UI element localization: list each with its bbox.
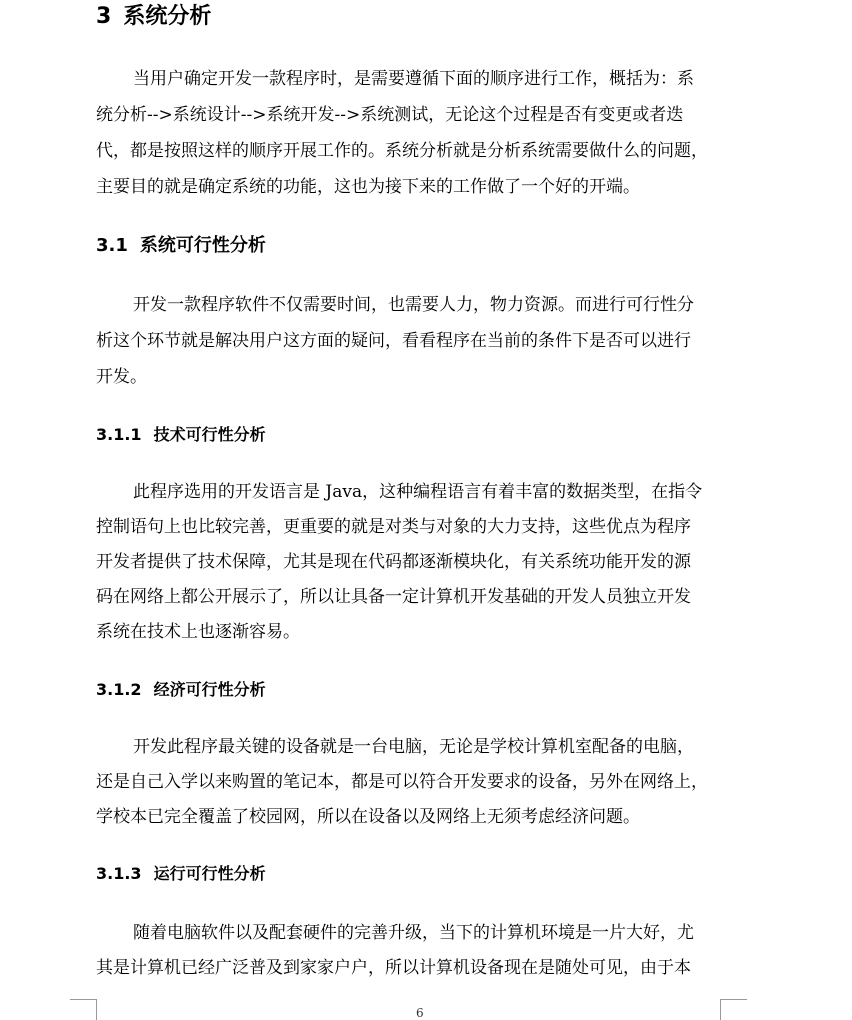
paragraph-line: 码在网络上都公开展示了，所以让具备一定计算机开发基础的开发人员独立开发 bbox=[96, 587, 691, 607]
section-heading-3-1 bbox=[96, 232, 266, 260]
crop-mark-left bbox=[70, 999, 97, 1020]
chapter-heading bbox=[96, 2, 211, 32]
paragraph-line: 系统在技术上也逐渐容易。 bbox=[96, 622, 300, 642]
crop-mark-right bbox=[720, 999, 747, 1020]
intro-line: 主要目的就是确定系统的功能，这也为接下来的工作做了一个好的开端。 bbox=[96, 177, 640, 197]
section-heading-3-1-2 bbox=[96, 677, 266, 703]
paragraph-line: 开发者提供了技术保障，尤其是现在代码都逐渐模块化，有关系统功能开发的源 bbox=[96, 552, 691, 572]
paragraph-line: 控制语句上也比较完善，更重要的就是对类与对象的大力支持，这些优点为程序 bbox=[96, 517, 691, 537]
paragraph-line: 其是计算机已经广泛普及到家家户户，所以计算机设备现在是随处可见，由于本 bbox=[96, 958, 691, 978]
paragraph-line: 析这个环节就是解决用户这方面的疑问，看看程序在当前的条件下是否可以进行 bbox=[96, 331, 691, 351]
paragraph-line: 此程序选用的开发语言是 Java，这种编程语言有着丰富的数据类型，在指令 bbox=[133, 482, 703, 502]
section-title: 运行可行性分析 bbox=[153, 864, 266, 883]
section-heading-3-1-1 bbox=[96, 422, 266, 448]
section-title: 技术可行性分析 bbox=[153, 425, 266, 444]
intro-line: 当用户确定开发一款程序时，是需要遵循下面的顺序进行工作，概括为：系 bbox=[133, 69, 694, 89]
section-number: 3.1 bbox=[96, 235, 128, 256]
section-title: 经济可行性分析 bbox=[153, 680, 266, 699]
chapter-title: 系统分析 bbox=[123, 4, 212, 29]
intro-line: 代，都是按照这样的顺序开展工作的。系统分析就是分析系统需要做什么的问题， bbox=[96, 141, 708, 161]
paragraph-line: 开发此程序最关键的设备就是一台电脑，无论是学校计算机室配备的电脑， bbox=[133, 737, 694, 757]
page-number: 6 bbox=[416, 1006, 424, 1020]
paragraph-line: 随着电脑软件以及配套硬件的完善升级，当下的计算机环境是一片大好，尤 bbox=[133, 923, 694, 943]
section-heading-3-1-3 bbox=[96, 861, 266, 887]
paragraph-line: 还是自己入学以来购置的笔记本，都是可以符合开发要求的设备，另外在网络上， bbox=[96, 772, 708, 792]
section-title: 系统可行性分析 bbox=[139, 235, 266, 256]
section-number: 3.1.1 bbox=[96, 425, 142, 444]
paragraph-line: 开发一款程序软件不仅需要时间，也需要人力，物力资源。而进行可行性分 bbox=[133, 295, 694, 315]
chapter-number: 3 bbox=[96, 4, 112, 29]
section-number: 3.1.2 bbox=[96, 680, 142, 699]
intro-line: 统分析-->系统设计-->系统开发-->系统测试，无论这个过程是否有变更或者迭 bbox=[96, 105, 684, 125]
paragraph-line: 开发。 bbox=[96, 367, 147, 387]
paragraph-line: 学校本已完全覆盖了校园网，所以在设备以及网络上无须考虑经济问题。 bbox=[96, 807, 640, 827]
section-number: 3.1.3 bbox=[96, 864, 142, 883]
